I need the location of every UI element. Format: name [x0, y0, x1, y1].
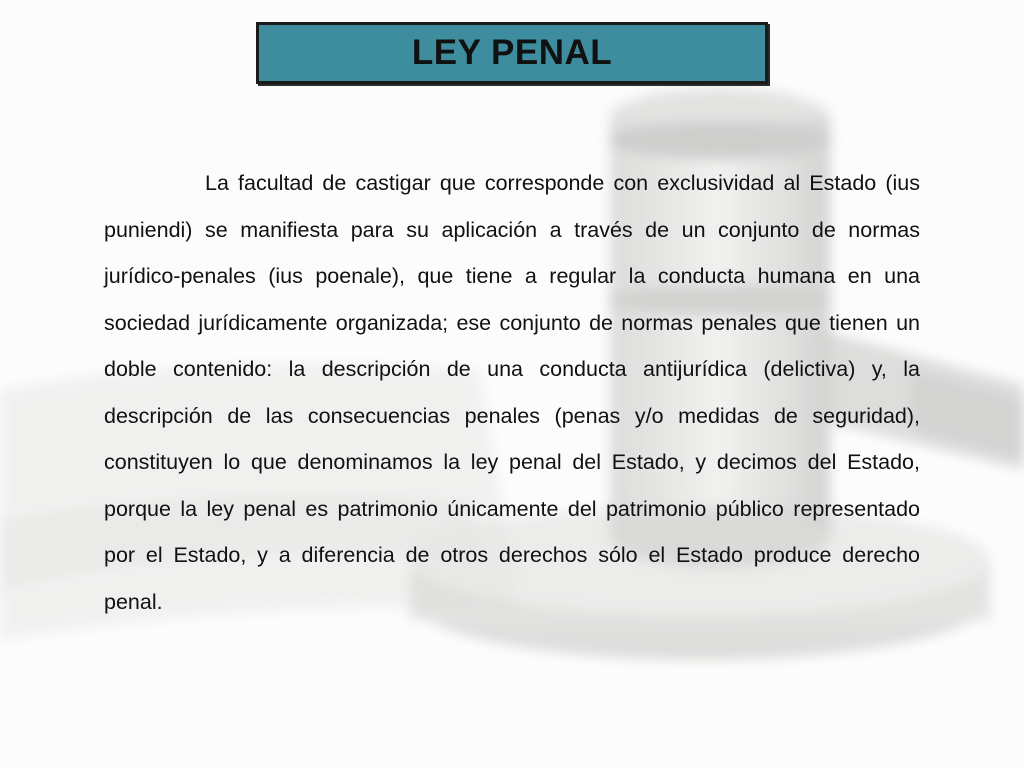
body-paragraph: La facultad de castigar que corresponde con exclusividad al Estado (ius puniendi) se manifiesta para su aplicación a través de un conjunto de normas jurídico-penales (ius poenale), que tiene a regular la conducta humana en una sociedad jurídicamente organizada; ese conjunto de normas penales que tienen un doble contenido: la descripción de una conducta antijurídica (delictiva) y, la descripción de las consecuencias penales (penas y/o medidas de seguridad), constituyen lo que denominamos la ley penal del Estado, y decimos del Estado, porque la ley penal es patrimonio únicamente del patrimonio público representado por el Estado, y a diferencia de otros derechos sólo el Estado produce derecho penal. [104, 171, 920, 614]
title-box [256, 22, 768, 84]
slide-title: LEY PENAL [411, 33, 613, 72]
